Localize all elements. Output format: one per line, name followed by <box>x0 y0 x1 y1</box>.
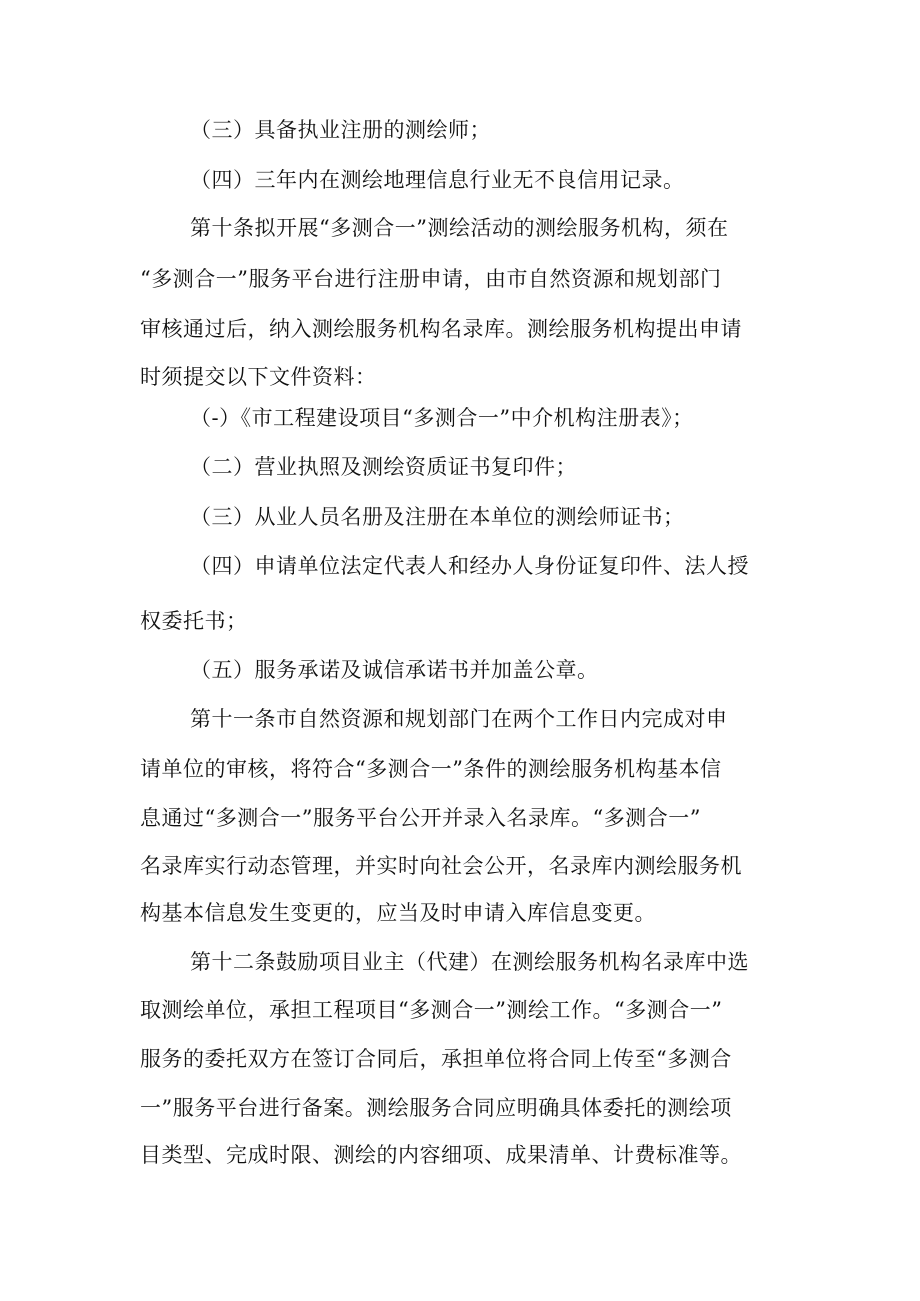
text-line: 一”服务平台进行备案。测绘服务合同应明确具体委托的测绘项 <box>140 1096 732 1120</box>
text-line: （三）从业人员名册及注册在本单位的测绘师证书； <box>190 505 685 529</box>
text-line: 第十一条市自然资源和规划部门在两个工作日内完成对申 <box>190 707 728 731</box>
text-line: （二）营业执照及测绘资质证书复印件； <box>190 455 577 479</box>
text-line: 权委托书； <box>140 609 248 633</box>
text-line: 时须提交以下文件资料： <box>140 365 377 389</box>
text-line: （五）服务承诺及诚信承诺书并加盖公章。 <box>190 658 599 682</box>
text-line: （三）具备执业注册的测绘师； <box>190 118 491 142</box>
text-line: 第十条拟开展“多测合一”测绘活动的测绘服务机构，须在 <box>190 216 729 240</box>
text-line: 请单位的审核，将符合“多测合一”条件的测绘服务机构基本信 <box>140 757 722 781</box>
text-line: 审核通过后，纳入测绘服务机构名录库。测绘服务机构提出申请 <box>140 317 742 341</box>
text-line: 目类型、完成时限、测绘的内容细项、成果清单、计费标准等。 <box>140 1143 742 1167</box>
text-line: 名录库实行动态管理，并实时向社会公开，名录库内测绘服务机 <box>140 854 742 878</box>
text-line: 构基本信息发生变更的，应当及时申请入库信息变更。 <box>140 901 656 925</box>
text-line: （四）三年内在测绘地理信息行业无不良信用记录。 <box>190 168 685 192</box>
text-line: 取测绘单位，承担工程项目“多测合一”测绘工作。“多测合一” <box>140 998 723 1022</box>
text-line: 息通过“多测合一”服务平台公开并录入名录库。“多测合一” <box>140 806 701 830</box>
text-line: 服务的委托双方在签订合同后，承担单位将合同上传至“多测合 <box>140 1047 732 1071</box>
text-line: 第十二条鼓励项目业主（代建）在测绘服务机构名录库中选 <box>190 950 749 974</box>
text-line: “多测合一”服务平台进行注册申请，由市自然资源和规划部门 <box>140 267 722 291</box>
text-line: （-）《市工程建设项目“多测合一”中介机构注册表》； <box>190 406 694 430</box>
text-line: （四）申请单位法定代表人和经办人身份证复印件、法人授 <box>190 554 749 578</box>
